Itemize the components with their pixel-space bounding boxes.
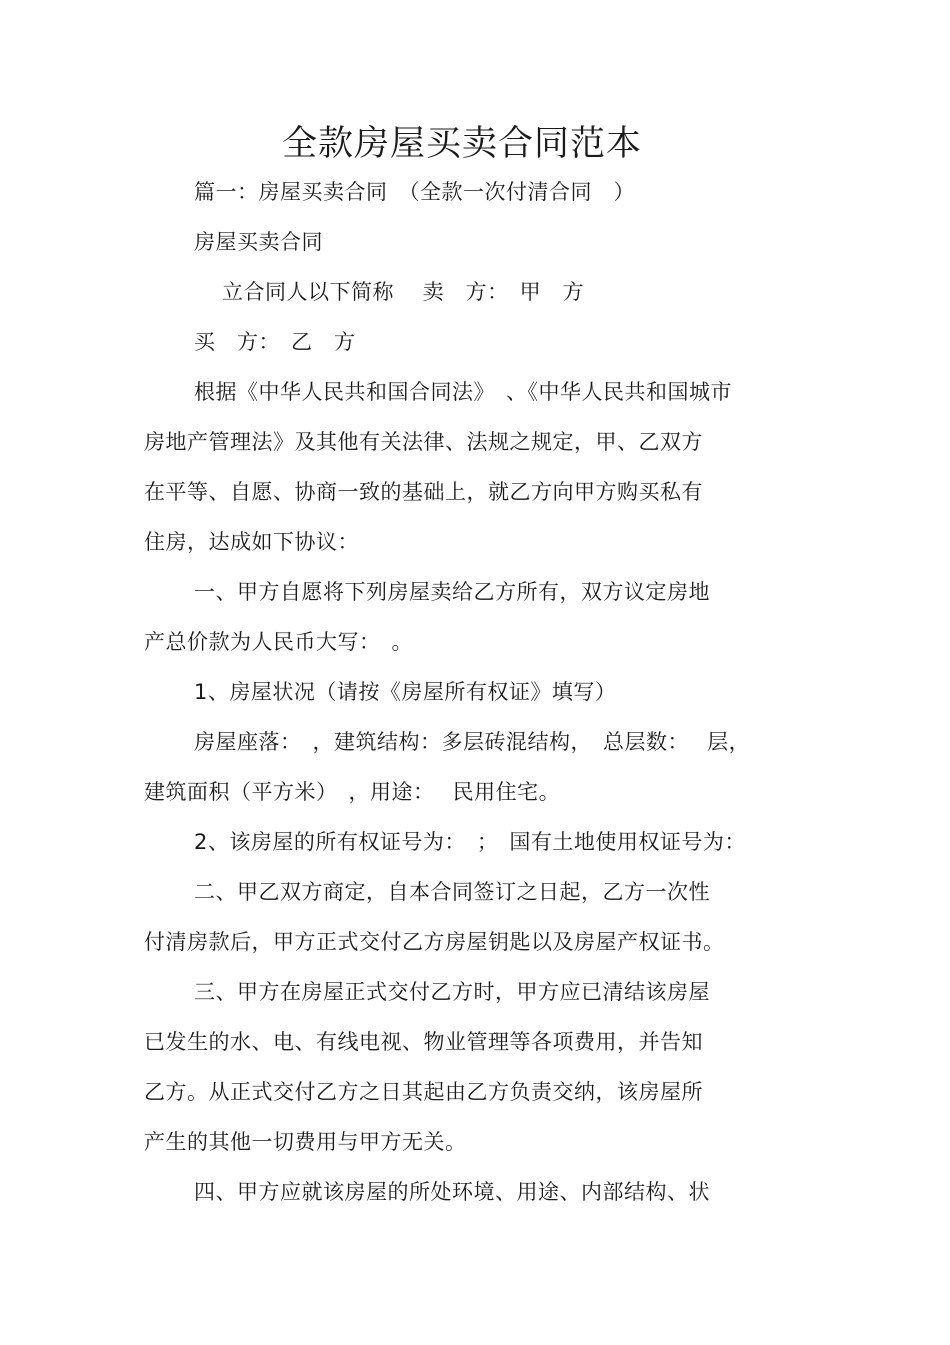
paragraph-line: 乙方。从正式交付乙方之日其起由乙方负责交纳，该房屋所 bbox=[144, 1080, 703, 1104]
paragraph-line: 房屋座落： ，建筑结构：多层砖混结构， 总层数： 层， bbox=[194, 730, 751, 754]
contract-name: 房屋买卖合同 bbox=[194, 230, 323, 254]
seller-line: 立合同人以下简称 卖 方： 甲 方 bbox=[222, 280, 585, 304]
paragraph-line: 住房，达成如下协议： bbox=[144, 530, 359, 554]
buyer-line: 买 方： 乙 方 bbox=[194, 330, 356, 354]
paragraph-line: 已发生的水、电、有线电视、物业管理等各项费用，并告知 bbox=[144, 1030, 703, 1054]
paragraph-line: 产总价款为人民币大写： 。 bbox=[144, 630, 413, 654]
paragraph-line: 在平等、自愿、协商一致的基础上，就乙方向甲方购买私有 bbox=[144, 480, 703, 504]
paragraph-line: 产生的其他一切费用与甲方无关。 bbox=[144, 1130, 467, 1154]
paragraph-line: 四、甲方应就该房屋的所处环境、用途、内部结构、状 bbox=[194, 1180, 710, 1204]
paragraph-line: 根据《中华人民共和国合同法》 、《中华人民共和国城市 bbox=[194, 380, 732, 404]
paragraph-line: 1、房屋状况（请按《房屋所有权证》填写） bbox=[194, 680, 617, 704]
paragraph-line: 2、该房屋的所有权证号为： ； 国有土地使用权证号为： bbox=[194, 830, 746, 854]
paragraph-line: 建筑面积（平方米） ，用途： 民用住宅。 bbox=[144, 780, 561, 804]
paragraph-line: 房地产管理法》及其他有关法律、法规之规定，甲、乙双方 bbox=[144, 430, 703, 454]
paragraph-line: 二、甲乙双方商定，自本合同签订之日起，乙方一次性 bbox=[194, 880, 710, 904]
paragraph-line: 三、甲方在房屋正式交付乙方时，甲方应已清结该房屋 bbox=[194, 980, 710, 1004]
paragraph-line: 一、甲方自愿将下列房屋卖给乙方所有，双方议定房地 bbox=[194, 580, 710, 604]
paragraph-line: 付清房款后，甲方正式交付乙方房屋钥匙以及房屋产权证书。 bbox=[144, 930, 725, 954]
document-title: 全款房屋买卖合同范本 bbox=[281, 124, 642, 164]
chapter-heading: 篇一：房屋买卖合同 （全款一次付清合同 ） bbox=[194, 180, 635, 204]
